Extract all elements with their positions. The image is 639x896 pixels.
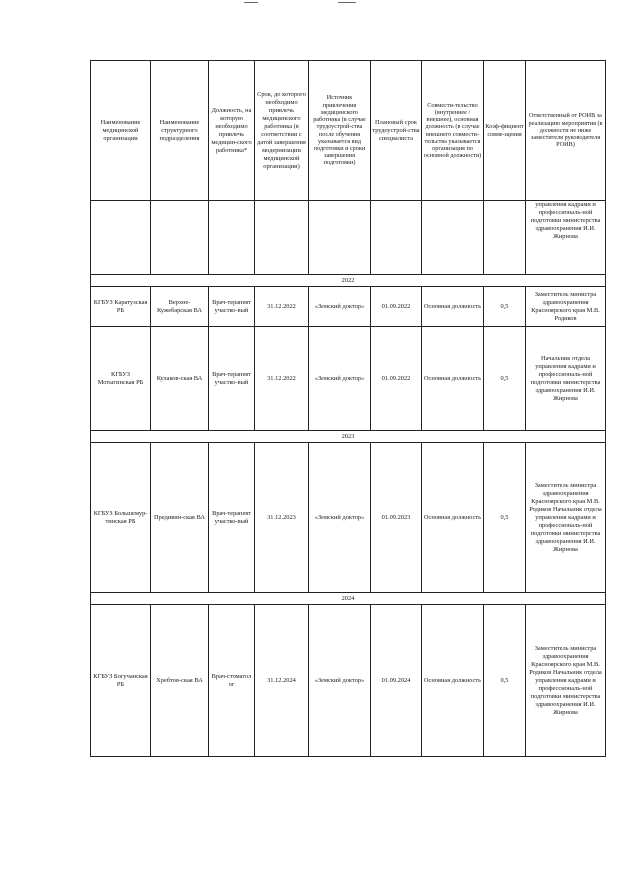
table-row — [91, 605, 606, 757]
cell-source: «Земский доктор» — [309, 443, 371, 593]
cell-source: «Земский доктор» — [309, 605, 371, 757]
continuation-responsible: управления кадрами и профессиональ-ной подготовки министерства здравоохранения И.И. Жирнова — [526, 201, 606, 275]
cell-planned: 01.09.2024 — [371, 605, 422, 757]
header-responsible: Ответственный от РОИВ за реализацию мероприятия (в должности не ниже заместителя руководителя РОИВ) — [526, 61, 606, 201]
cell-coef: 0,5 — [484, 287, 526, 327]
table-header-row — [91, 61, 606, 201]
year-row — [91, 275, 606, 287]
header-combination: Совмести-тельство (внутреннее /внешнее), основная должность (в случае внешнего совмести-тельства указывается организация по основной должности) — [422, 61, 484, 201]
header-planned: Плановый срок трудоустрой-ства специалиста — [371, 61, 422, 201]
cell-coef: 0,5 — [484, 327, 526, 431]
cell-responsible: Заместитель министра здравоохранения Красноярского края М.В. Родиков Начальник отдела управления кадрами и профессиональ-ной подготовки министерства здравоохранения И.И. Жирнова — [526, 443, 606, 593]
cell-responsible: Заместитель министра здравоохранения Красноярского края М.В. Родиков — [526, 287, 606, 327]
scan-artifact-line — [244, 2, 258, 3]
table-row — [91, 327, 606, 431]
cell-position: Врач-терапевт участко-вый — [209, 443, 255, 593]
cell-responsible: Начальник отдела управления кадрами и профессиональ-ной подготовки министерства здравоохранения И.И. Жирнова — [526, 327, 606, 431]
cell-planned: 01.09.2022 — [371, 287, 422, 327]
year-label: 2024 — [91, 593, 606, 605]
year-row — [91, 593, 606, 605]
cell-combination: Основная должность — [422, 443, 484, 593]
header-coef: Коэф-фициент совме-щения — [484, 61, 526, 201]
year-label: 2023 — [91, 431, 606, 443]
cell-org: КГБУЗ Мотыгинская РБ — [91, 327, 151, 431]
cell-combination: Основная должность — [422, 287, 484, 327]
cell-org: КГБУЗ Богучанская РБ — [91, 605, 151, 757]
cell-position: Врач-стоматол ог — [209, 605, 255, 757]
cell-unit: Кулаков-ская ВА — [151, 327, 209, 431]
cell-position: Врач-терапевт участко-вый — [209, 327, 255, 431]
year-row — [91, 431, 606, 443]
header-source: Источник привлечения медицинского работника (в случае трудоустрой-ства после обучения указывается вид подготовки и сроки завершения подготовки) — [309, 61, 371, 201]
cell-unit: Хребтов-ская ВА — [151, 605, 209, 757]
table-row — [91, 287, 606, 327]
header-position: Должность, на которую необходимо привлечь медицин-ского работника* — [209, 61, 255, 201]
cell-combination: Основная должность — [422, 605, 484, 757]
cell-unit: Предивин-ская ВА — [151, 443, 209, 593]
cell-combination: Основная должность — [422, 327, 484, 431]
header-org: Наименование медицинской организации — [91, 61, 151, 201]
table-row — [91, 443, 606, 593]
cell-coef: 0,5 — [484, 605, 526, 757]
scan-artifact-line — [338, 2, 356, 3]
cell-responsible: Заместитель министра здравоохранения Красноярского края М.В. Родиков Начальник отдела управления кадрами и профессиональ-ной подготовки министерства здравоохранения И.И. Жирнова — [526, 605, 606, 757]
staffing-plan-table — [90, 60, 606, 757]
continuation-row — [91, 201, 606, 275]
cell-org: КГБУЗ Каратузская РБ — [91, 287, 151, 327]
cell-deadline: 31.12.2022 — [255, 327, 309, 431]
year-label: 2022 — [91, 275, 606, 287]
cell-source: «Земский доктор» — [309, 327, 371, 431]
cell-planned: 01.09.2022 — [371, 327, 422, 431]
cell-source: «Земский доктор» — [309, 287, 371, 327]
cell-planned: 01.09.2023 — [371, 443, 422, 593]
cell-coef: 0,5 — [484, 443, 526, 593]
header-unit: Наименование структурного подразделения — [151, 61, 209, 201]
cell-deadline: 31.12.2022 — [255, 287, 309, 327]
cell-position: Врач-терапевт участко-вый — [209, 287, 255, 327]
header-deadline: Срок, до которого необходимо привлечь медицинского работника (в соответствии с датой завершения модернизации медицинской организации) — [255, 61, 309, 201]
cell-deadline: 31.12.2023 — [255, 443, 309, 593]
cell-org: КГБУЗ Большемур-тинская РБ — [91, 443, 151, 593]
cell-unit: Верхне-Кужебарская ВА — [151, 287, 209, 327]
cell-deadline: 31.12.2024 — [255, 605, 309, 757]
